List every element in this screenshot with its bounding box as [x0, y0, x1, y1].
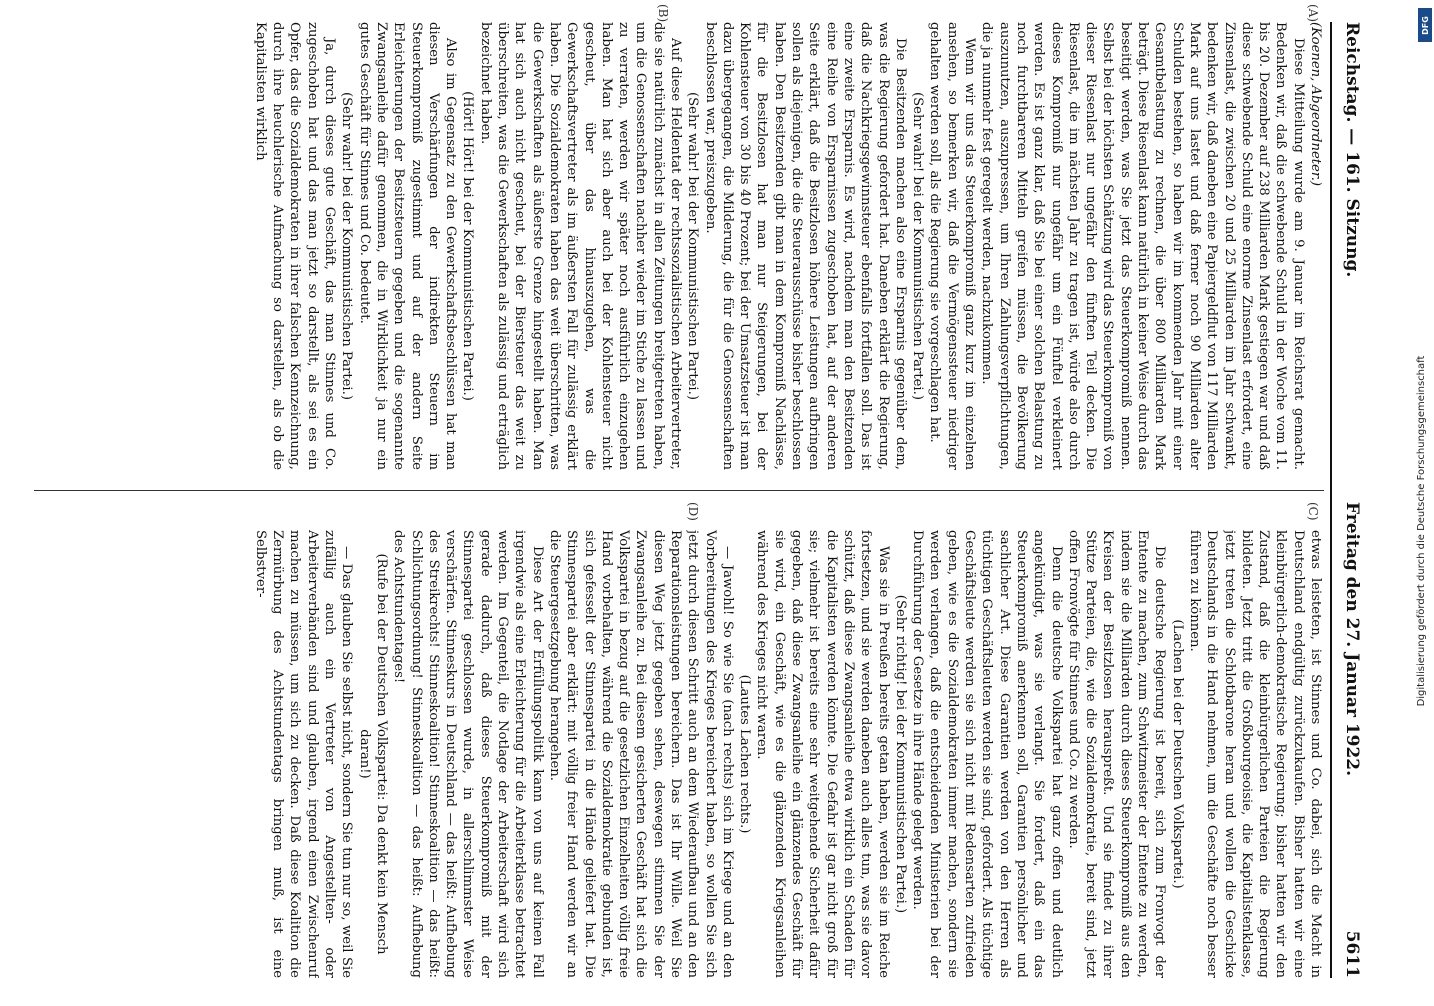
paragraph: Auf diese Heldentat der rechtssozialistischen Arbeitervertreter, die sie natürlich zunächst in allen Zeitungen breitgetreten haben, um die Genossenschaften nachher wieder im Stiche zu lassen und zu verraten, werden wir später noch ausführlich einzugehen haben. Man hat sich aber auch bei der Kohlensteuer nicht gescheut, über das hinauszugehen, was die Gewerkschaftsvertreter als im äußersten Fall für zulässig erklärt haben. Die Sozialdemokraten haben das weit überschritten, was die Gewerkschaften als äußerste Grenze hingestellt haben. Man hat sich auch nicht gescheut, bei der Biersteuer das weit zu überschreiten, was die Gewerkschaften als zulässig und erträglich bezeichnet haben.: [477, 22, 684, 470]
paragraph: Ja, durch dieses gute Geschäft, das man Stinnes und Co. zugeschoben hat und das man jetzt so darstellt, als sei es ein Opfer, das die Sozialdemokraten in ihrer falschen Kennzeichnung, durch ihre heuchlerische Aufmachung so darstellen, als ob die Kapitalisten wirklich: [252, 22, 338, 470]
paragraph: Also im Gegensatz zu den Gewerkschaftsbeschlüssen hat man diesen Verschärfungen der indirekten Steuern im Steuerkompromiß zugestimmt und auf der andern Seite Erleichterungen der Besitzsteuern gegeben und die sogenannte Zwangsanleihe dafür genommen, die in Wirklichkeit ja nur ein gutes Geschäft für Stinnes und Co. bedeutet.: [356, 22, 459, 470]
remark: (Rufe bei der Deutschen Volkspartei: Da denkt kein Mensch daran!): [356, 553, 389, 955]
remark: (Hört! Hört! bei der Kommunistischen Partei.): [460, 91, 476, 401]
remark: (Sehr richtig! bei der Kommunistischen Partei.): [892, 594, 908, 914]
paragraph: — Jawohl! So wie Sie (nach rechts) sich im Kriege und an den Vorbereitungen des Krieges bereichert haben, so wollen Sie sich jetzt durch diesen Schritt auch an dem Wiederaufbau und an den Reparationsleistungen bereichern. Das ist Ihr Wille. Weil Sie diesen Weg jetzt gegeben sehen, deswegen stimmen Sie der Zwangsanleihe zu. Bei diesem gesicherten Geschäft hat sich die Volkspartei in bezug auf die gesetzlichen Einzelheiten völlig freie Hand vorbehalten, während die Sozialdemokratie gebunden ist, sich gefesselt der Stinnespartei in die Hände geliefert hat. Die Stinnespartei aber erklärt: mit völlig freier Hand werden wir an die Steuergesetzgebung herangehen.: [546, 530, 735, 978]
paragraph: Was sie in Preußen bereits getan haben, werden sie im Reiche fortsetzen, und sie werden daneben auch alles tun, was sie davor schützt, daß diese Zwangsanleihe etwa wirklich ein Schaden für die Kapitalisten werden könnte. Die Gefahr ist gar nicht groß für sie; vielmehr ist bereits eine sehr weitgehende Sicherheit dafür gegeben, daß diese Zwangsanleihe ein glänzendes Geschäft für sie wird, ein Geschäft, wie es die glänzenden Kriegsanleihen während des Krieges nicht waren.: [754, 530, 891, 978]
paragraph: Die Besitzenden machen also eine Ersparnis gegenüber dem, was die Regierung gefordert hat. Daneben erklärt die Regierung, daß die Nachkriegsgewinnsteuer ebenfalls fortfallen soll. Das ist eine zweite Ersparnis. Es wird, nachdem man den Besitzenden eine Reihe von Ersparnissen zugeschoben hat, auf der anderen Seite erklärt, daß die Besitzlosen höhere Leistungen aufbringen sollen als diejenigen, die die Steuerausschüsse bisher beschlossen haben. Den Besitzenden gibt man in dem Kompromiß Nachlässe, für die Besitzlosen hat man nur Steigerungen, bei der Kohlensteuer von 30 bis 40 Prozent; bei der Umsatzsteuer ist man dazu übergegangen, die Milderung, die für die Genossenschaften beschlossen war, preiszugeben.: [702, 22, 908, 470]
remark: (Sehr wahr! bei der Kommunistischen Partei.): [910, 92, 926, 400]
paragraph: Diese Mitteilung wurde am 9. Januar im Reichsrat gemacht. Bedenken wir, daß die schwebende Schuld in der Woche vom 11. bis 20. Dezember auf 238 Milliarden Mark gestiegen war und daß diese schwebende Schuld eine enorme Zinsenlast erfordert, eine Zinsenlast, die zwischen 20 und 25 Milliarden im Jahr schwankt, bedenken wir, daß daneben eine Papiergeldflut von 117 Milliarden Mark auf uns lastet und daß ferner noch 90 Milliarden alter Schulden bestehen, so haben wir im kommenden Jahr mit einer Gesamtbelastung zu rechnen, die über 800 Milliarden Mark beträgt. Diese Riesenlast kann natürlich in keiner Weise durch das beseitigt werden, was Sie jetzt das Steuerkompromiß nennen. Selbst bei der höchsten Schätzung wird das Steuerkompromiß von dieser Riesenlast nur ungefähr den fünften Teil decken. Die Riesenlast, die im nächsten Jahr zu tragen ist, würde also durch dieses Kompromiß nur ungefähr um ein Fünftel verkleinert werden. Es ist ganz klar, daß Sie bei einer solchen Belastung zu noch furchtbareren Mitteln greifen müssen, die Bevölkerung auszunutzen, auszupressen, um Ihren Zahlungsverpflichtungen, die ja nunmehr fest geregelt werden, nachzukommen.: [979, 22, 1306, 470]
dfg-logo: DFG: [1418, 8, 1432, 42]
header-left: Reichstag. — 161. Sitzung.: [1342, 22, 1362, 278]
remark: (Sehr wahr! bei der Kommunistischen Partei.): [685, 92, 701, 400]
remark: (Sehr wahr! bei der Kommunistischen Partei.): [339, 92, 355, 400]
speaker-label: (Koenen, Abgeordneter.): [1308, 22, 1323, 187]
paragraph: Denn die deutsche Volkspartei hat ganz offen und deutlich angekündigt, was sie verlangt. Sie fordert, daß ein das Steuerkompromiß anerkennen soll, Garantien persönlicher und sachlicher Art. Diese Garantien werden von den Herren als tüchtigen Geschäftsleuten werden sie sind, gefordert. Als tüchtige Geschäftsleute werden sie sich nicht mit Redensarten zufrieden geben, wie es die Sozialdemokraten immer machen, sondern sie werden verlangen, daß die entscheidenden Ministerien bei der Durchführung der Gesetze in ihre Hände gelegt werden.: [910, 530, 1064, 978]
paragraph: Diese Art der Erfüllungspolitik kann von uns auf keinen Fall irgendwie als eine Erleichterung für die Arbeiterklasse betrachtet werden. Im Gegenteil, die Notlage der Arbeiterschaft wird sich gerade dadurch, daß dieses Steuerkompromiß mit der Stinnespartei geschlossen wurde, in allerschlimmster Weise verschärfen. Stinneskurs in Deutschland — das heißt: Aufhebung des Streikrechts! Stinneskoalition! Stinneskoalition — das heißt: Schlichtungsordnung! Stinneskoalition — das heißt: Aufhebung des Achtstundentages!: [391, 530, 545, 978]
page-header: [1336, 22, 1366, 978]
column-divider: [34, 490, 1324, 491]
paragraph: Wenn wir uns das Steuerkompromiß ganz kurz im einzelnen ansehen, so bemerken wir, daß die Vermögenssteuer niedriger gehalten werden soll, als die Regierung sie vorgeschlagen hat.: [927, 22, 978, 470]
margin-marker-a: (A): [1306, 4, 1320, 23]
left-column: [34, 22, 1324, 470]
remark: (Lautes Lachen rechts.): [737, 674, 753, 834]
page-number: 5611: [1342, 930, 1362, 978]
margin-marker-d: (D): [686, 502, 700, 521]
paragraph: etwas leisteten, ist Stinnes und Co. dabei, sich die Macht in Deutschland endgültig zurückzukaufen. Bisher hatten wir eine kleinbürgerlich-demokratische Regierung; bisher hatten wir den Zustand, daß die kleinbürgerlichen Parteien die Regierung bildeten. Jetzt tritt die Großbourgeoisie, die Kapitalistenklasse, jetzt treten die Schlotbarone heran und wollen die Geschicke Deutschlands in die Hand nehmen, um die Geschäfte noch besser führen zu können.: [1186, 530, 1323, 978]
margin-marker-c: (C): [1306, 502, 1320, 521]
paragraph: Die deutsche Regierung ist bereit, sich zum Fronvogt der Entente zu machen, zum Schwitzmeister der Entente zu werden, indem sie die Milliarden durch dieses Steuerkompromiß aus den Kreisen der Besitzlosen herauspreßt. Und sie findet zu ihrer Stütze Parteien, die, wie die Sozialdemokratie, bereit sind, jetzt offen Fronvögte für Stinnes und Co. zu werden.: [1065, 530, 1168, 978]
remark: (Lachen bei der Deutschen Volkspartei.): [1169, 619, 1185, 889]
watermark-text: Digitalisierung gefördert durch die Deutsche Forschungsgemeinschaft: [1416, 355, 1427, 707]
digitization-watermark: [1418, 4, 1432, 994]
right-column: [34, 530, 1324, 978]
header-rule: [1330, 22, 1332, 978]
margin-marker-b: (B): [656, 4, 670, 23]
paragraph: — Das glauben Sie selbst nicht, sondern Sie tun nur so, weil Sie zufällig auch ein Vertreter von Angestellten- oder Arbeiterverbänden sind und glauben, irgend einen Zwischenruf machen zu müssen, um sich zu decken. Daß diese Koalition die Zermürbung des Achtstundentags bringen muß, ist eine Selbstver-: [252, 530, 355, 978]
header-date: Freitag den 27. Januar 1922.: [1342, 502, 1362, 777]
